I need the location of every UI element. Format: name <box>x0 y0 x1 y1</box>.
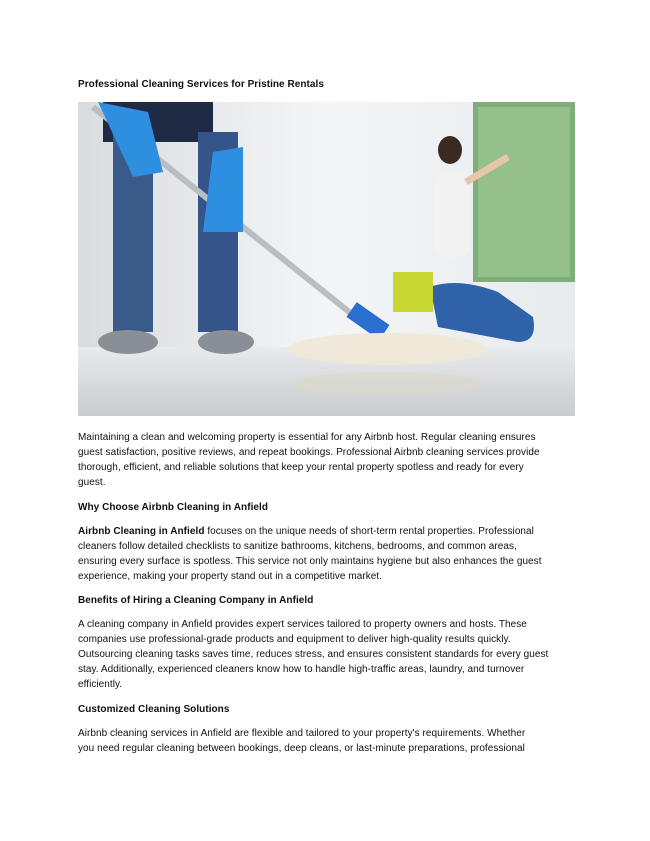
text-line: Airbnb cleaning services in Anfield are flexible and tailored to your property's requirements. Whether <box>78 728 526 739</box>
text-line: guest satisfaction, positive reviews, and repeat bookings. Professional Airbnb cleaning services provide <box>78 447 540 458</box>
text-line: Outsourcing cleaning tasks saves time, reduces stress, and ensures consistent standards for every guest <box>78 649 549 660</box>
section-heading: Benefits of Hiring a Cleaning Company in Anfield <box>78 595 314 606</box>
text-line: efficiently. <box>78 679 123 690</box>
page-title: Professional Cleaning Services for Pristine Rentals <box>78 79 324 90</box>
text-span: focuses on the unique needs of short-term rental properties. Professional <box>204 526 534 537</box>
bold-phrase: Airbnb Cleaning in Anfield <box>78 526 205 537</box>
text-line: stay. Additionally, experienced cleaners know how to handle high-traffic areas, laundry, and turnover <box>78 664 525 675</box>
text-line: ensuring every surface is spotless. This service not only maintains hygiene but also enhances the guest <box>78 556 542 567</box>
cleaning-photo <box>78 102 575 416</box>
text-line: you need regular cleaning between bookings, deep cleans, or last-minute preparations, professional <box>78 743 525 754</box>
text-line: thorough, efficient, and reliable solutions that keep your rental property spotless and ready for every <box>78 462 524 473</box>
text-line: Maintaining a clean and welcoming property is essential for any Airbnb host. Regular cleaning ensures <box>78 432 536 443</box>
text-line: experience, making your property stand out in a competitive market. <box>78 571 383 582</box>
text-line <box>78 526 534 537</box>
text-line: guest. <box>78 477 106 488</box>
text-line: companies use professional-grade products and equipment to deliver high-quality results quickly. <box>78 634 511 645</box>
section-heading: Customized Cleaning Solutions <box>78 704 230 715</box>
text-line: cleaners follow detailed checklists to sanitize bathrooms, kitchens, bedrooms, and common areas, <box>78 541 517 552</box>
text-line: A cleaning company in Anfield provides expert services tailored to property owners and hosts. These <box>78 619 527 630</box>
section-heading: Why Choose Airbnb Cleaning in Anfield <box>78 502 268 513</box>
